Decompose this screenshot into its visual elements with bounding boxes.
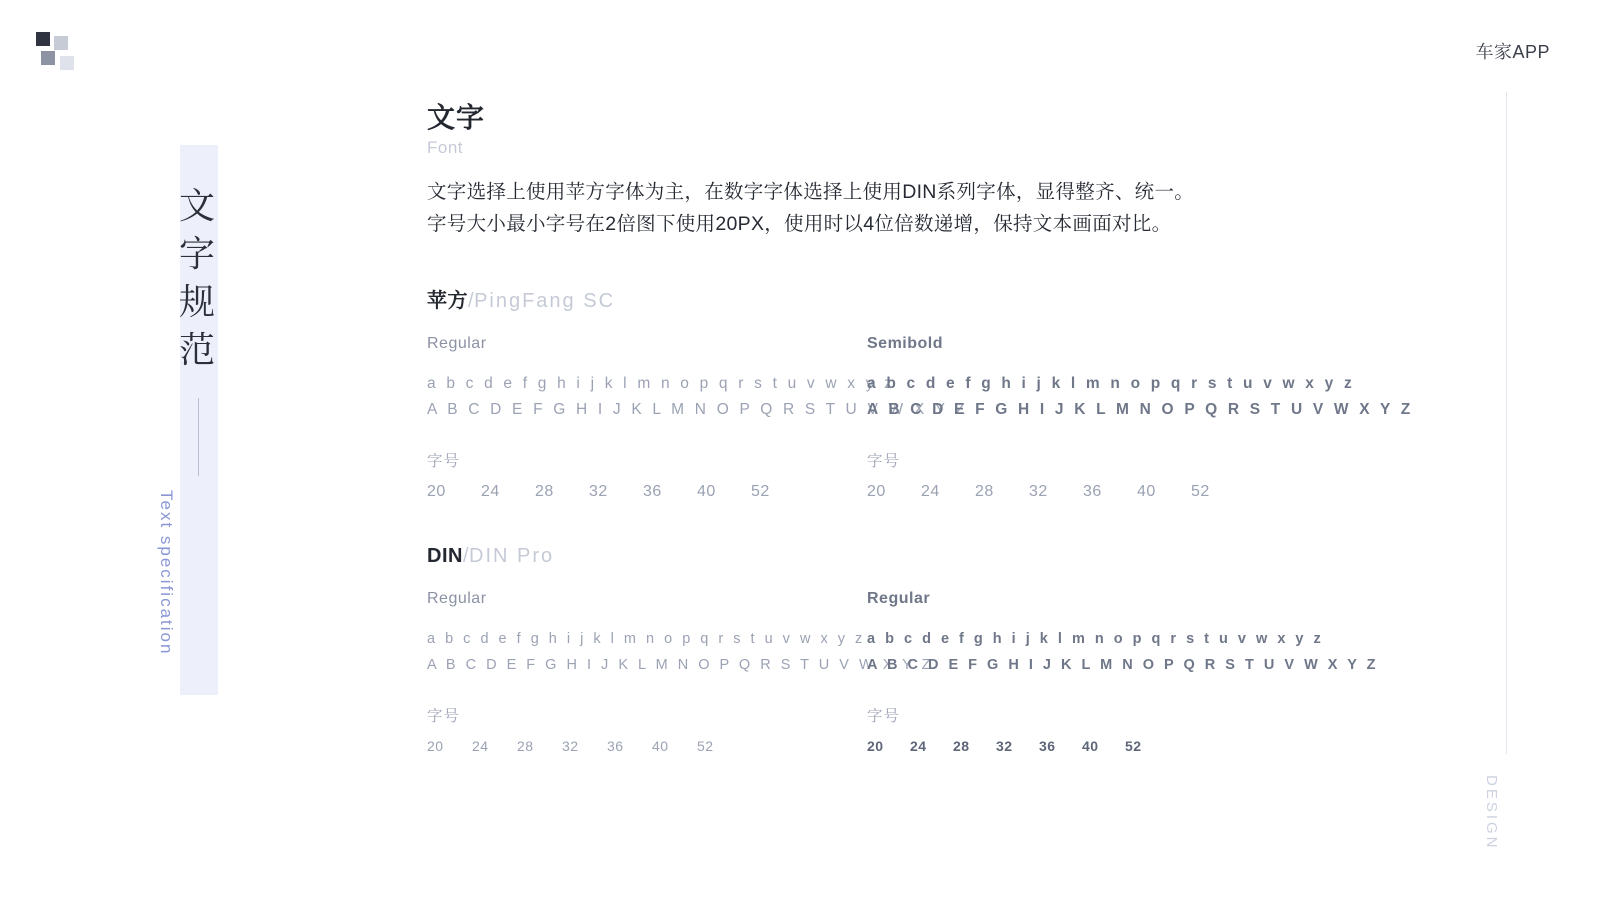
size-value: 36 — [643, 483, 662, 500]
size-value: 32 — [562, 738, 579, 754]
din-columns — [427, 590, 1467, 754]
din-bold-uppercase: A B C D E F G H I J K L M N O P Q R S T U V W X Y Z — [867, 657, 1379, 673]
size-value: 36 — [607, 738, 624, 754]
pingfang-semibold-uppercase: A B C D E F G H I J K L M N O P Q R S T U V W X Y Z — [867, 401, 1414, 418]
size-value: 20 — [427, 738, 444, 754]
size-value: 52 — [697, 738, 714, 754]
size-value: 32 — [1029, 483, 1048, 500]
side-title-char-3: 规 — [178, 281, 217, 322]
size-value: 40 — [1137, 483, 1156, 500]
font-family-pingfang-en: PingFang SC — [474, 290, 616, 312]
size-value: 28 — [517, 738, 534, 754]
description — [427, 176, 1467, 240]
size-value: 24 — [481, 483, 500, 500]
din-bold-column — [867, 590, 1379, 754]
description-line-1: 文字选择上使用苹方字体为主，在数字字体选择上使用DIN系列字体，显得整齐、统一。 — [427, 181, 1195, 203]
din-regular-uppercase: A B C D E F G H I J K L M N O P Q R S T U V W X Y Z — [427, 657, 934, 673]
pingfang-regular-lowercase: a b c d e f g h i j k l m n o p q r s t u v w x y z — [427, 375, 896, 392]
font-family-din-en: DIN Pro — [469, 545, 555, 567]
pingfang-semibold-size-label: 字号 — [867, 453, 901, 470]
pingfang-regular-sizes — [427, 483, 867, 501]
side-title-char-4: 范 — [178, 329, 217, 370]
brand-label: 车家APP — [1475, 42, 1550, 62]
pingfang-regular-weight-label: Regular — [427, 335, 487, 352]
size-value: 40 — [652, 738, 669, 754]
pingfang-columns — [427, 335, 1467, 501]
size-value: 52 — [1191, 483, 1210, 500]
font-family-din-heading — [427, 545, 1467, 568]
side-vertical-title — [162, 182, 234, 374]
din-regular-weight-label: Regular — [427, 590, 487, 607]
side-title-char-1: 文 — [178, 185, 217, 226]
pingfang-semibold-weight-label: Semibold — [867, 335, 944, 352]
size-value: 32 — [996, 738, 1013, 754]
size-value: 24 — [910, 738, 927, 754]
size-value: 24 — [472, 738, 489, 754]
din-bold-lowercase: a b c d e f g h i j k l m n o p q r s t u v w x y z — [867, 631, 1324, 647]
din-regular-sizes — [427, 738, 867, 754]
font-family-din-separator: / — [462, 545, 470, 567]
side-subtitle: Text specification — [157, 490, 176, 656]
pingfang-semibold-column — [867, 335, 1414, 501]
pingfang-regular-uppercase: A B C D E F G H I J K L M N O P Q R S T U V W X Y Z — [427, 401, 969, 418]
page-subtitle: Font — [427, 138, 464, 157]
din-regular-column — [427, 590, 934, 754]
font-family-pingfang-cn: 苹方 — [427, 290, 468, 312]
page-title: 文字 — [427, 102, 486, 133]
size-value: 20 — [867, 738, 884, 754]
logo-square-light — [54, 36, 68, 50]
din-bold-weight-label: Regular — [867, 590, 931, 607]
size-value: 20 — [427, 483, 446, 500]
description-line-2: 字号大小最小字号在2倍图下使用20PX，使用时以4位倍数递增，保持文本画面对比。 — [427, 213, 1172, 235]
logo-mark — [36, 32, 82, 78]
size-value: 20 — [867, 483, 886, 500]
font-family-pingfang-separator: / — [468, 290, 475, 312]
design-watermark: DESIGN — [1483, 775, 1500, 851]
size-value: 36 — [1083, 483, 1102, 500]
pingfang-semibold-sizes — [867, 483, 1307, 501]
size-value: 24 — [921, 483, 940, 500]
font-family-pingfang-heading — [427, 284, 1467, 313]
size-value: 32 — [589, 483, 608, 500]
logo-square-mid — [41, 51, 55, 65]
side-divider — [198, 398, 199, 476]
size-value: 40 — [697, 483, 716, 500]
font-family-din-cn: DIN — [427, 545, 463, 567]
main-content — [427, 100, 1467, 754]
size-value: 36 — [1039, 738, 1056, 754]
size-value: 40 — [1082, 738, 1099, 754]
size-value: 52 — [1125, 738, 1142, 754]
din-bold-sizes — [867, 738, 1307, 754]
side-title-char-2: 字 — [178, 233, 217, 274]
pingfang-regular-size-label: 字号 — [427, 453, 461, 470]
right-divider — [1506, 92, 1507, 754]
size-value: 28 — [953, 738, 970, 754]
size-value: 28 — [975, 483, 994, 500]
size-value: 28 — [535, 483, 554, 500]
pingfang-semibold-lowercase: a b c d e f g h i j k l m n o p q r s t u v w x y z — [867, 375, 1355, 392]
logo-square-dark — [36, 32, 50, 46]
din-regular-size-label: 字号 — [427, 708, 461, 725]
din-regular-lowercase: a b c d e f g h i j k l m n o p q r s t u v w x y z — [427, 631, 866, 647]
logo-square-pale — [60, 56, 74, 70]
size-value: 52 — [751, 483, 770, 500]
din-bold-size-label: 字号 — [867, 708, 901, 725]
